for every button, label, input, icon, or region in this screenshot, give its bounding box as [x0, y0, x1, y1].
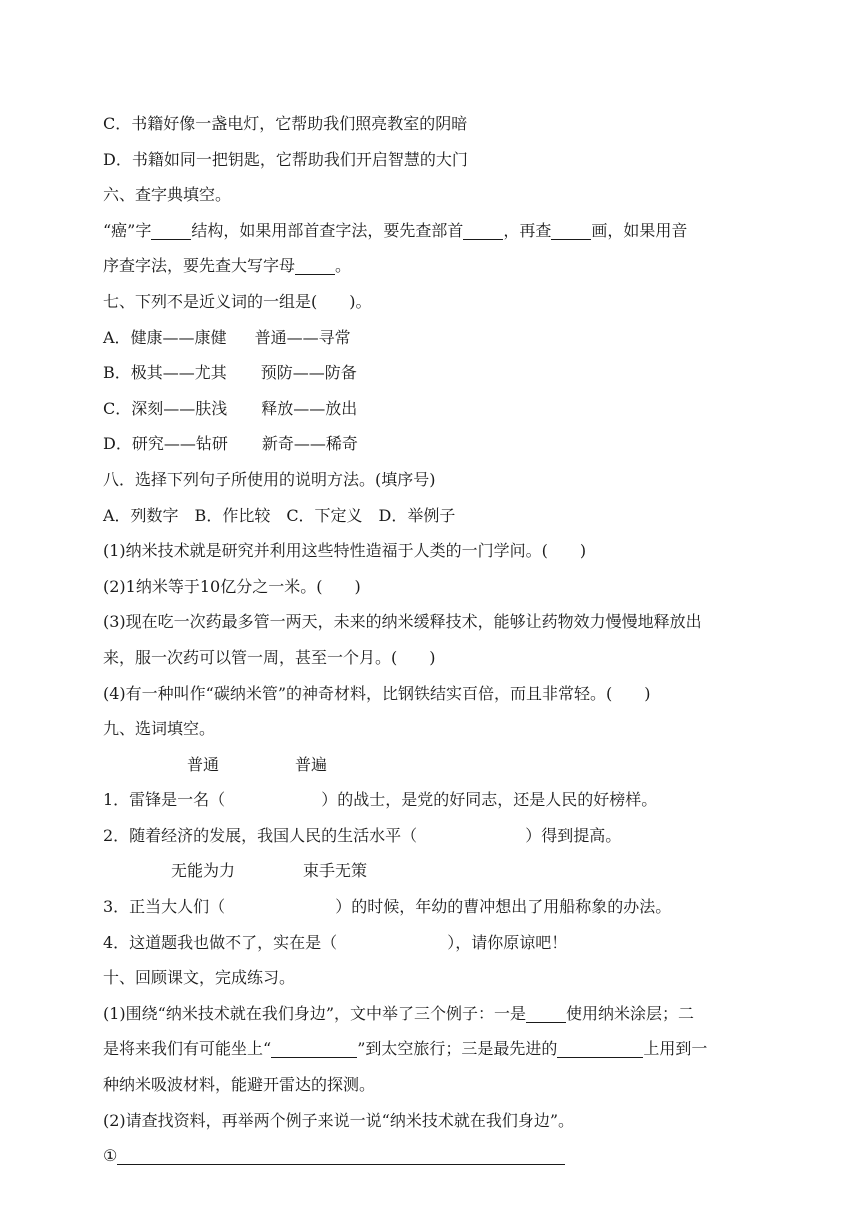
sentence-text: 4．这道题我也做不了，实在是（ — [103, 932, 338, 952]
section7-heading-text: 七、下列不是近义词的一组是( )。 — [103, 291, 372, 311]
sentence-text: ）的时候，年幼的曹冲想出了用船称象的办法。 — [335, 897, 672, 917]
sentence-text: 2．随着经济的发展，我国人民的生活水平（ — [103, 825, 418, 845]
answer-label: ① — [103, 1146, 118, 1166]
word-pair-2 — [103, 853, 763, 889]
section8-q3-line1 — [103, 604, 763, 640]
sentence-text: 3．正当大人们（ — [103, 897, 226, 917]
section9-s4 — [103, 925, 763, 961]
section10-heading-text: 十、回顾课文，完成练习。 — [103, 968, 296, 988]
question-text: 来，服一次药可以管一周，甚至一个月。( ) — [103, 647, 436, 667]
section10-q1-line1 — [103, 996, 763, 1032]
section8-q2[interactable] — [103, 569, 763, 605]
section7-heading — [103, 284, 763, 320]
section6-heading — [103, 177, 763, 213]
section8-q4[interactable] — [103, 676, 763, 712]
question-text: (1)围绕“纳米技术就在我们身边”，文中举了三个例子：一是 — [103, 1003, 527, 1023]
option-text: A．健康——康健 — [103, 327, 227, 347]
section8-heading-text: 八．选择下列句子所使用的说明方法。(填序号) — [103, 469, 436, 489]
question-text: (1)纳米技术就是研究并利用这些特性造福于人类的一门学问。( ) — [103, 541, 587, 561]
option-c — [103, 106, 763, 142]
option-text: D．研究——钻研 — [103, 434, 228, 454]
section9-s2 — [103, 818, 763, 854]
option-text: C．深刻——肤浅 — [103, 398, 228, 418]
section10-q1-line3 — [103, 1067, 763, 1103]
section6-line2 — [103, 248, 763, 284]
sentence-text: ）的战士，是党的好同志，还是人民的好榜样。 — [321, 790, 658, 810]
section7-option-a[interactable] — [103, 320, 763, 356]
section9-s3 — [103, 889, 763, 925]
question-text: 种纳米吸波材料，能避开雷达的探测。 — [103, 1075, 376, 1095]
section7-option-c[interactable] — [103, 391, 763, 427]
option-text: 预防——防备 — [260, 363, 357, 383]
word-pair-1 — [103, 747, 763, 783]
section8-heading — [103, 462, 763, 498]
sentence-text: ）得到提高。 — [525, 825, 622, 845]
word-option: 束手无策 — [303, 861, 368, 881]
section9-heading-text: 九、选词填空。 — [103, 719, 216, 739]
s6-text-c: ，再查 — [503, 220, 552, 240]
section7-option-d[interactable] — [103, 426, 763, 462]
question-text: (3)现在吃一次药最多管一两天，未来的纳米缓释技术，能够让药物效力慢慢地释放出 — [103, 612, 702, 632]
option-text: 释放——放出 — [261, 398, 358, 418]
section10-q2 — [103, 1103, 763, 1139]
question-text: 是将来我们有可能坐上“ — [103, 1039, 272, 1059]
section6-heading-text: 六、查字典填空。 — [103, 185, 232, 205]
example1-blank[interactable] — [526, 1002, 566, 1023]
example2-blank[interactable] — [271, 1037, 357, 1058]
section7-option-b[interactable] — [103, 355, 763, 391]
section9-heading — [103, 711, 763, 747]
answer-line-1[interactable] — [103, 1138, 763, 1174]
section8-choices — [103, 498, 763, 534]
section6-line1 — [103, 213, 763, 249]
answer-line-blank[interactable] — [117, 1144, 565, 1165]
s6-text-f: 。 — [335, 256, 352, 276]
option-text: 新奇——稀奇 — [261, 434, 358, 454]
section10-heading — [103, 960, 763, 996]
section9-s1 — [103, 782, 763, 818]
capital-letter-blank[interactable] — [295, 254, 335, 275]
section8-q3-line2[interactable] — [103, 640, 763, 676]
structure-blank[interactable] — [151, 219, 191, 240]
word-option: 普遍 — [295, 754, 328, 774]
s6-text-e: 序查字法，要先查大写字母 — [103, 256, 296, 276]
option-d-text: D．书籍如同一把钥匙，它帮助我们开启智慧的大门 — [103, 149, 468, 169]
sentence-text: ），请你原谅吧！ — [447, 932, 568, 952]
example3-blank[interactable] — [557, 1037, 643, 1058]
section8-choices-text: A．列数字 B．作比较 C．下定义 D．举例子 — [103, 505, 456, 525]
question-text: (2)1纳米等于10亿分之一米。( ) — [103, 576, 361, 596]
worksheet-page — [103, 106, 763, 1174]
section8-q1[interactable] — [103, 533, 763, 569]
option-c-text: C．书籍好像一盏电灯，它帮助我们照亮教室的阴暗 — [103, 114, 468, 133]
question-text: (4)有一种叫作“碳纳米管”的神奇材料，比钢铁结实百倍，而且非常轻。( ) — [103, 683, 651, 703]
s6-text-b: 结构，如果用部首查字法，要先查部首 — [191, 220, 464, 240]
word-option: 无能为力 — [171, 861, 236, 881]
word-option: 普通 — [187, 754, 220, 774]
option-d — [103, 142, 763, 178]
question-text: 上用到一 — [643, 1039, 708, 1059]
s6-text-a: “癌”字 — [103, 220, 152, 240]
s6-text-d: 画，如果用音 — [591, 220, 688, 240]
question-text: ”到太空旅行；三是最先进的 — [357, 1039, 558, 1059]
strokes-blank[interactable] — [551, 219, 591, 240]
section10-q1-line2 — [103, 1031, 763, 1067]
radical-blank[interactable] — [463, 219, 503, 240]
option-text: 普通——寻常 — [254, 327, 351, 347]
sentence-text: 1．雷锋是一名（ — [103, 790, 226, 810]
question-text: (2)请查找资料，再举两个例子来说一说“纳米技术就在我们身边”。 — [103, 1110, 575, 1130]
option-text: B．极其——尤其 — [103, 363, 227, 383]
question-text: 使用纳米涂层；二 — [566, 1003, 695, 1023]
